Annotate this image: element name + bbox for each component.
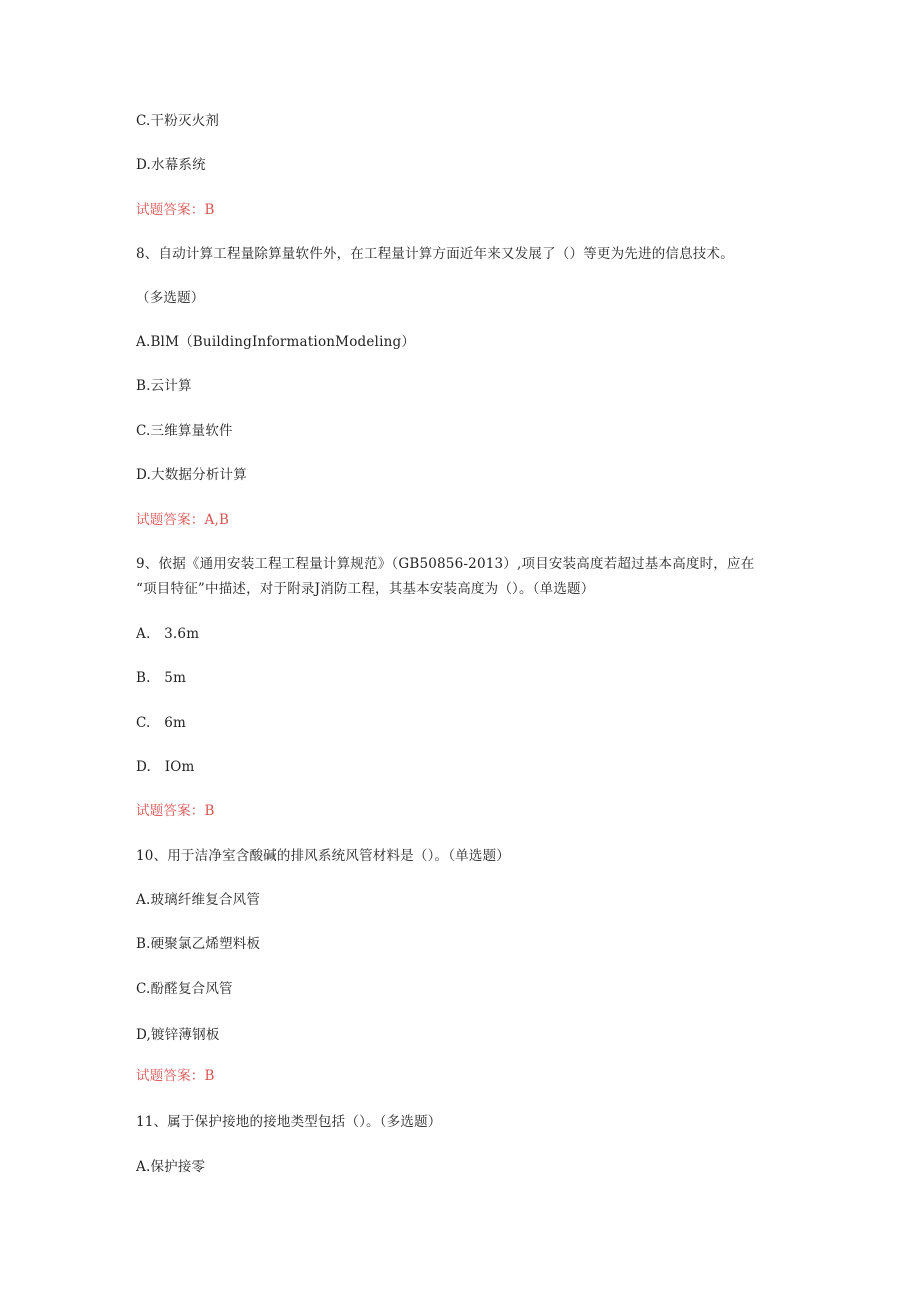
q11-stem: 11、属于保护接地的接地类型包括（）。（多选题） <box>136 1114 442 1130</box>
q8-stem: 8、自动计算工程量除算量软件外，在工程量计算方面近年来又发展了（）等更为先进的信息技术。 <box>136 246 734 262</box>
q11-option-a: A.保护接零 <box>136 1159 206 1175</box>
q8-type: （多选题） <box>136 290 205 306</box>
q9-option-b: B. 5m <box>136 670 187 686</box>
q8-option-c: C.三维算量软件 <box>136 423 233 439</box>
q8-option-a: A.BlM（BuildingInformationModeling） <box>136 334 416 350</box>
q8-option-d: D.大数据分析计算 <box>136 467 247 483</box>
q9-option-a: A. 3.6m <box>136 626 200 642</box>
q7-option-c: C.干粉灭火剂 <box>136 113 220 129</box>
q8-option-b: B.云计算 <box>136 378 192 394</box>
q10-option-c: C.酚醛复合风管 <box>136 981 233 997</box>
q10-option-b: B.硬聚氯乙烯塑料板 <box>136 936 261 952</box>
q7-answer: 试题答案：B <box>136 202 215 218</box>
q7-option-d: D.水幕系统 <box>136 157 206 173</box>
q9-stem-line-1: 9、依据《通用安装工程工程量计算规范》（GB50856-2013）,项目安装高度若超过基本高度时，应在 <box>136 556 755 572</box>
q9-stem-line-2: “项目特征”中描述，对于附录J消防工程，其基本安装高度为（）。（单选题） <box>136 581 595 597</box>
q10-stem: 10、用于洁净室含酸碱的排风系统风管材料是（）。（单选题） <box>136 848 510 864</box>
q10-option-d: D,镀锌薄钢板 <box>136 1027 220 1043</box>
q9-option-d: D. IOm <box>136 759 195 775</box>
q8-answer: 试题答案：A,B <box>136 512 230 528</box>
q10-answer: 试题答案：B <box>136 1068 215 1084</box>
q10-option-a: A.玻璃纤维复合风管 <box>136 892 261 908</box>
q9-option-c: C. 6m <box>136 715 187 731</box>
q9-answer: 试题答案：B <box>136 803 215 819</box>
